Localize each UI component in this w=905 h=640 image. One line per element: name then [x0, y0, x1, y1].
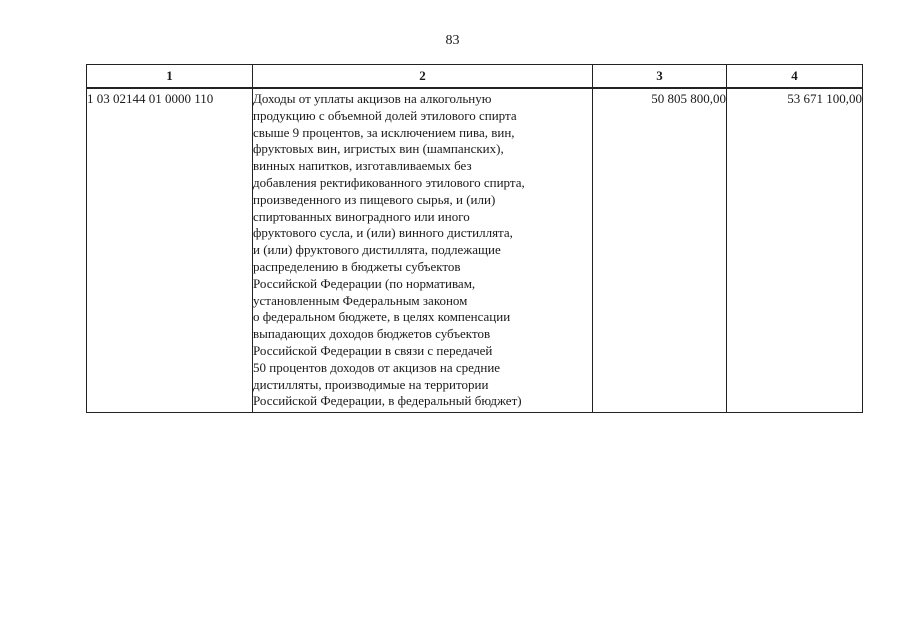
description-line: Российской Федерации в связи с передачей	[253, 342, 493, 358]
column-header-3: 3	[593, 65, 727, 89]
description-line: Российской Федерации, в федеральный бюджет)	[253, 393, 522, 409]
table-header-row	[87, 65, 863, 89]
description-line: дистилляты, производимые на территории	[253, 376, 489, 392]
column-header-2: 2	[253, 65, 593, 89]
column-header-4: 4	[727, 65, 863, 89]
budget-revenue-table	[86, 64, 863, 413]
revenue-description	[253, 88, 593, 413]
description-line: 50 процентов доходов от акцизов на средние	[253, 359, 501, 375]
page-number: 83	[445, 33, 460, 48]
description-line: свыше 9 процентов, за исключением пива, вин,	[253, 124, 515, 140]
description-line: фруктового сусла, и (или) винного дистиллята,	[253, 225, 513, 241]
description-line: винных напитков, изготавливаемых без	[253, 158, 472, 174]
table-row	[87, 88, 863, 413]
description-line: о федеральном бюджете, в целях компенсации	[253, 309, 511, 325]
amount-column-4: 53 671 100,00	[727, 88, 863, 413]
amount-column-3: 50 805 800,00	[593, 88, 727, 413]
description-line: установленным Федеральным законом	[253, 292, 468, 308]
description-line: спиртованных виноградного или иного	[253, 208, 470, 224]
description-line: добавления ректификованного этилового спирта,	[253, 174, 525, 190]
column-header-1: 1	[87, 65, 253, 89]
description-line: произведенного из пищевого сырья, и (или)	[253, 191, 496, 207]
description-line: и (или) фруктового дистиллята, подлежащие	[253, 242, 501, 258]
description-line: Доходы от уплаты акцизов на алкогольную	[253, 91, 492, 106]
description-line: выпадающих доходов бюджетов субъектов	[253, 326, 491, 342]
description-line: продукцию с объемной долей этилового спирта	[253, 107, 517, 123]
description-line: распределению в бюджеты субъектов	[253, 258, 461, 274]
description-line: фруктовых вин, игристых вин (шампанских),	[253, 141, 504, 157]
budget-classification-code: 1 03 02144 01 0000 110	[87, 88, 253, 413]
description-line: Российской Федерации (по нормативам,	[253, 275, 476, 291]
